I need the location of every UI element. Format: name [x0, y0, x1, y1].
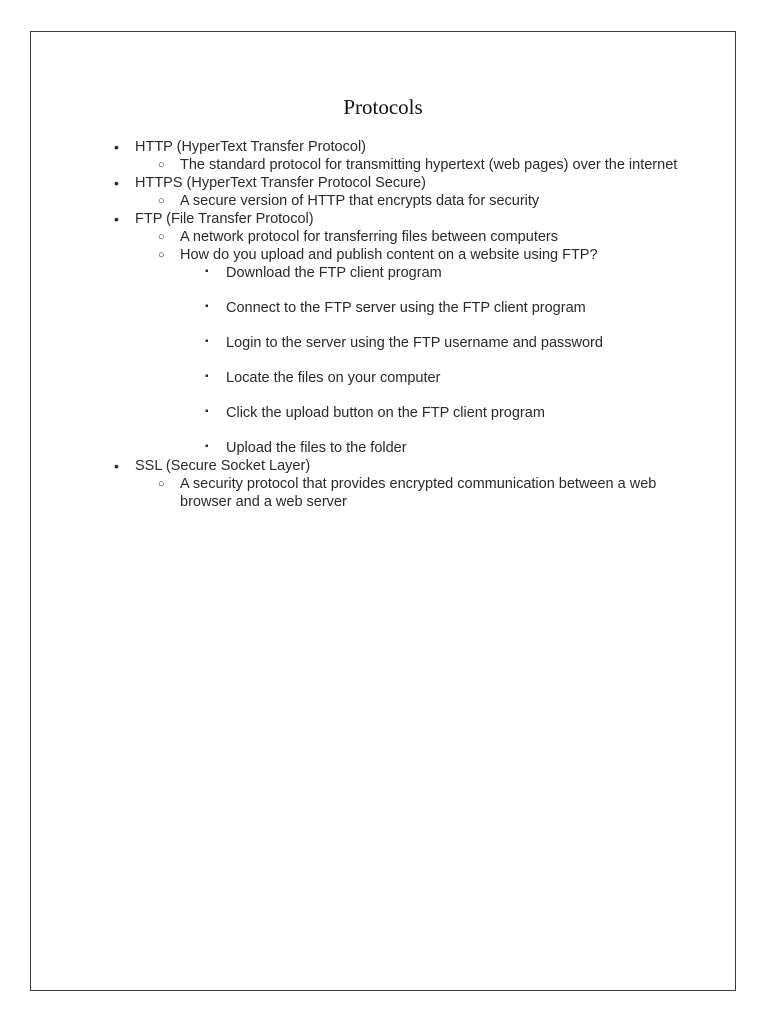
list-item-label: HTTP (HyperText Transfer Protocol) [135, 139, 366, 155]
sub-list-item [135, 475, 695, 511]
list-item-label: HTTPS (HyperText Transfer Protocol Secure) [135, 175, 426, 191]
sub-list-item [135, 246, 695, 457]
list-item-label: SSL (Secure Socket Layer) [135, 458, 311, 474]
sub-list-item [135, 228, 695, 246]
list-item-label: FTP (File Transfer Protocol) [135, 211, 314, 227]
step-list [180, 264, 695, 457]
square-bullet-icon: ▪ [205, 336, 209, 347]
sub-list-item-label: A network protocol for transferring files between computers [180, 229, 558, 245]
list-item-http [31, 138, 735, 174]
step-item [180, 439, 695, 457]
step-item [180, 404, 695, 422]
list-item-https [31, 174, 735, 210]
step-item [180, 264, 695, 282]
bullet-icon: • [114, 211, 119, 227]
circle-bullet-icon: ○ [158, 249, 165, 261]
sub-list [135, 228, 695, 457]
bullet-icon: • [114, 175, 119, 191]
step-item [180, 334, 695, 352]
sub-list-item [135, 156, 695, 174]
step-label: Click the upload button on the FTP client program [226, 405, 545, 421]
bullet-icon: • [114, 458, 119, 474]
sub-list-item [135, 192, 695, 210]
list-item-ftp [31, 210, 735, 457]
sub-list-item-label: A security protocol that provides encrypted communication between a web browser and a web server [180, 476, 657, 510]
square-bullet-icon: ▪ [205, 406, 209, 417]
document-page [30, 31, 736, 991]
sub-list-item-label: A secure version of HTTP that encrypts data for security [180, 193, 540, 209]
step-label: Download the FTP client program [226, 265, 442, 281]
bullet-icon: • [114, 139, 119, 155]
document-body [31, 138, 735, 511]
sub-list-item-label: How do you upload and publish content on a website using FTP? [180, 247, 598, 263]
circle-bullet-icon: ○ [158, 159, 165, 171]
list-item-ssl [31, 457, 735, 511]
step-label: Upload the files to the folder [226, 440, 407, 456]
protocol-list [31, 138, 735, 511]
sub-list-item-label: The standard protocol for transmitting hypertext (web pages) over the internet [180, 157, 678, 173]
sub-list [135, 156, 695, 174]
circle-bullet-icon: ○ [158, 231, 165, 243]
step-item [180, 299, 695, 317]
step-label: Connect to the FTP server using the FTP client program [226, 300, 586, 316]
step-item [180, 369, 695, 387]
sub-list [135, 475, 695, 511]
circle-bullet-icon: ○ [158, 195, 165, 207]
sub-list [135, 192, 695, 210]
step-label: Locate the files on your computer [226, 370, 441, 386]
step-label: Login to the server using the FTP username and password [226, 335, 603, 351]
square-bullet-icon: ▪ [205, 301, 209, 312]
square-bullet-icon: ▪ [205, 441, 209, 452]
circle-bullet-icon: ○ [158, 478, 165, 490]
square-bullet-icon: ▪ [205, 266, 209, 277]
square-bullet-icon: ▪ [205, 371, 209, 382]
page-title: Protocols [343, 95, 423, 119]
